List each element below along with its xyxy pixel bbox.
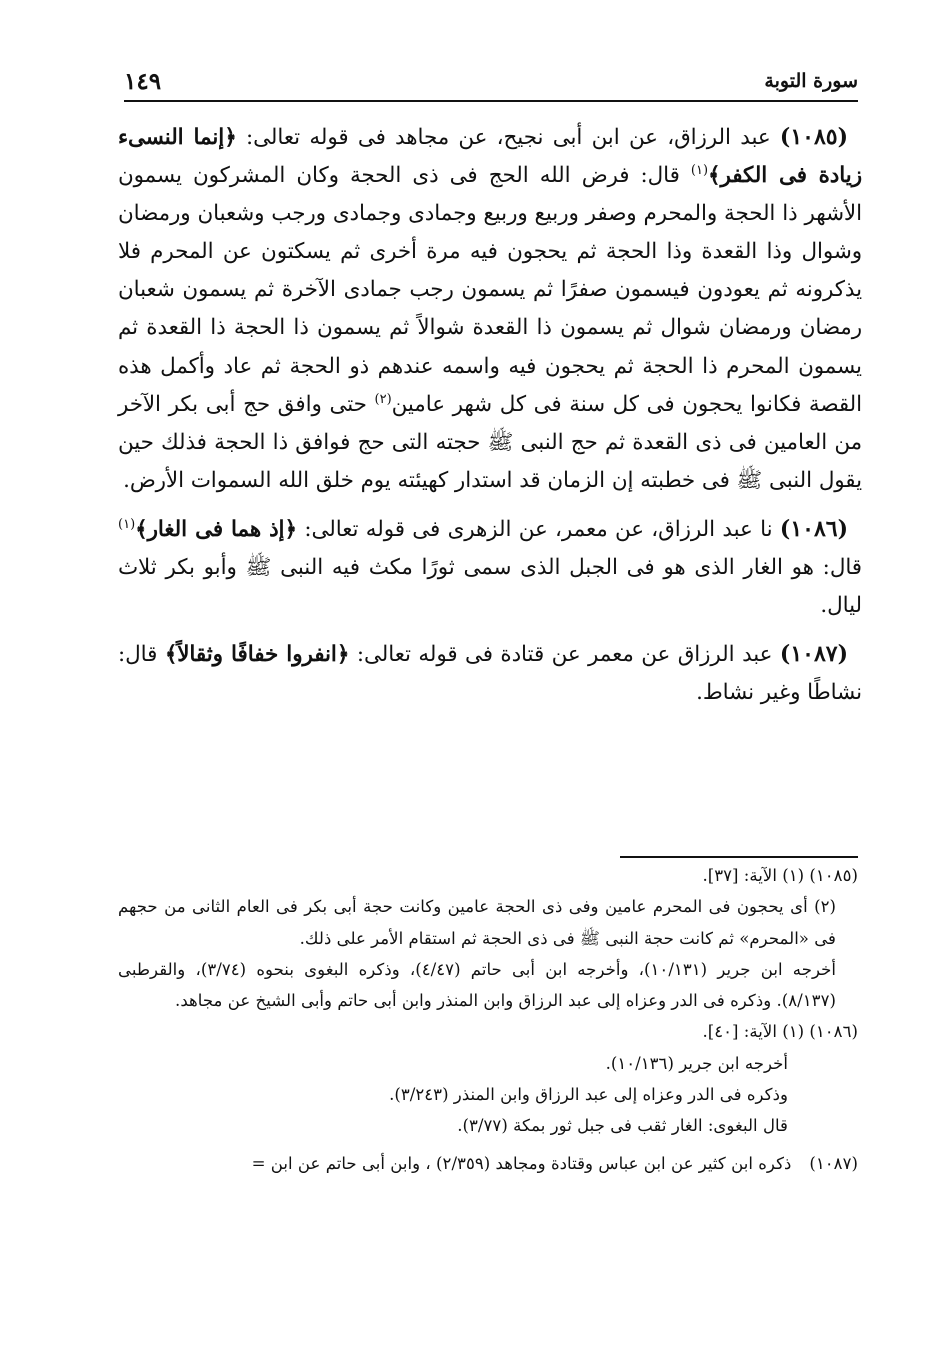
hadith-intro: عبد الرزاق عن معمر عن قتادة فى قوله تعالى: bbox=[349, 642, 780, 668]
footnote-ref: (١) bbox=[690, 163, 709, 178]
page-header bbox=[124, 62, 858, 102]
footnote-separator bbox=[620, 856, 858, 858]
footnote-number: (١٠٨٧) bbox=[809, 1153, 858, 1173]
hadith-intro: نا عبد الرزاق، عن معمر، عن الزهرى فى قوله تعالى: bbox=[296, 516, 780, 542]
hadith-text: قال: هو الغار الذى هو فى الجبل الذى سمى ثورًا مكث فيه النبى ﷺ وأبو بكر ثلاث ليال. bbox=[118, 555, 862, 619]
hadith-number: (١٠٨٥) bbox=[779, 124, 848, 150]
quran-verse: ﴿إنما النسىء زيادة فى الكفر﴾ bbox=[118, 125, 862, 189]
footnote-1085-2: (٢) أى يحجون فى المحرم عامين وفى ذى الحجة عامين وكانت حجة أبى بكر فى العام الثانى من حجهم فى «المحرم» ثم كانت حجة النبى ﷺ فى ذى الحجة ثم استقام الأمر على ذلك. bbox=[118, 897, 836, 948]
hadith-number: (١٠٨٧) bbox=[779, 641, 848, 668]
hadith-text: قال: فرض الله الحج فى ذى الحجة وكان المشركون يسمون الأشهر ذا الحجة والمحرم وصفر وربيع وربيع وجمادى وجمادى ورجب وشعبان ورمضان وشوال وذا القعدة وذا الحجة ثم يحجون فيه مرة أخرى ثم يسكتون عن المحرم فلا يذكرونه ثم يعودون فيسمون صفرًا ثم يسمون رجب جمادى الآخرة ثم يسمون شعبان رمضان ورمضان شوال ثم يسمون ذا القعدة شوالاً ثم يسمون ذا الحجة ذا القعدة ثم يسمون المحرم ذا الحجة ثم يحجون فيه واسمه عندهم ذو الحجة ثم عاد وأكمل هذه القصة فكانوا يحجون فى كل سنة فى كل شهر عامين bbox=[118, 163, 862, 417]
hadith-intro: عبد الرزاق، عن ابن أبى نجيح، عن مجاهد فى قوله تعالى: bbox=[236, 125, 780, 150]
footnote-text: ذكره ابن كثير عن ابن عباس وقتادة ومجاهد (٢/٣٥٩) ، وابن أبى حاتم عن ابن = bbox=[251, 1153, 792, 1173]
hadith-text: قال: نشاطًا وغير نشاط. bbox=[118, 642, 862, 706]
footnote-ref: (٢) bbox=[374, 391, 392, 407]
footnote-ref: (١) bbox=[118, 516, 136, 532]
hadith-1086 bbox=[118, 510, 862, 625]
quran-verse: ﴿انفروا خفافًا وثقالاً﴾ bbox=[164, 642, 350, 668]
hadith-text-continued: حتى وافق حج أبى بكر الآخر من العامين فى ذى القعدة ثم حج النبى ﷺ حجته التى حج فوافق ذا الحجة فذلك حين يقول النبى ﷺ فى خطبته إن الزمان قد استدار كهيئته يوم خلق الله السموات الأرض. bbox=[118, 391, 862, 493]
footnote-1085-source: أخرجه ابن جرير (١٠/١٣١)، وأخرجه ابن أبى حاتم (٤/٤٧)، وذكره البغوى بنحوه (٣/٧٤)، والقرطبى (٨/١٣٧). وذكره فى الدر وعزاه إلى عبد الرزاق وابن المنذر وابن أبى حاتم وأبى الشيخ عن مجاهد. bbox=[118, 959, 836, 1011]
hadith-1087 bbox=[118, 635, 862, 712]
footnote-1085-1: (١٠٨٥) (١) الآية: [٣٧]. bbox=[702, 866, 858, 885]
main-text bbox=[118, 118, 862, 722]
hadith-1085 bbox=[118, 118, 862, 500]
page-number: ١٤٩ bbox=[124, 67, 162, 95]
footnotes bbox=[118, 860, 858, 1179]
footnote-1087 bbox=[118, 1148, 858, 1179]
quran-verse: ﴿إذ هما فى الغار﴾ bbox=[135, 516, 297, 542]
footnote-1086-source: أخرجه ابن جرير (١٠/١٣٦). bbox=[605, 1053, 788, 1073]
footnote-1086-1: (١٠٨٦) (١) الآية: [٤٠]. bbox=[702, 1022, 858, 1042]
footnote-1086-source: قال البغوى: الغار ثقب فى جبل ثور بمكة (٣/٧٧). bbox=[457, 1116, 788, 1136]
footnote-1086-source: وذكره فى الدر وعزاه إلى عبد الرزاق وابن المنذر (٣/٢٤٣). bbox=[389, 1085, 788, 1105]
surah-title: سورة التوبة bbox=[764, 70, 858, 92]
hadith-number: (١٠٨٦) bbox=[779, 515, 848, 542]
